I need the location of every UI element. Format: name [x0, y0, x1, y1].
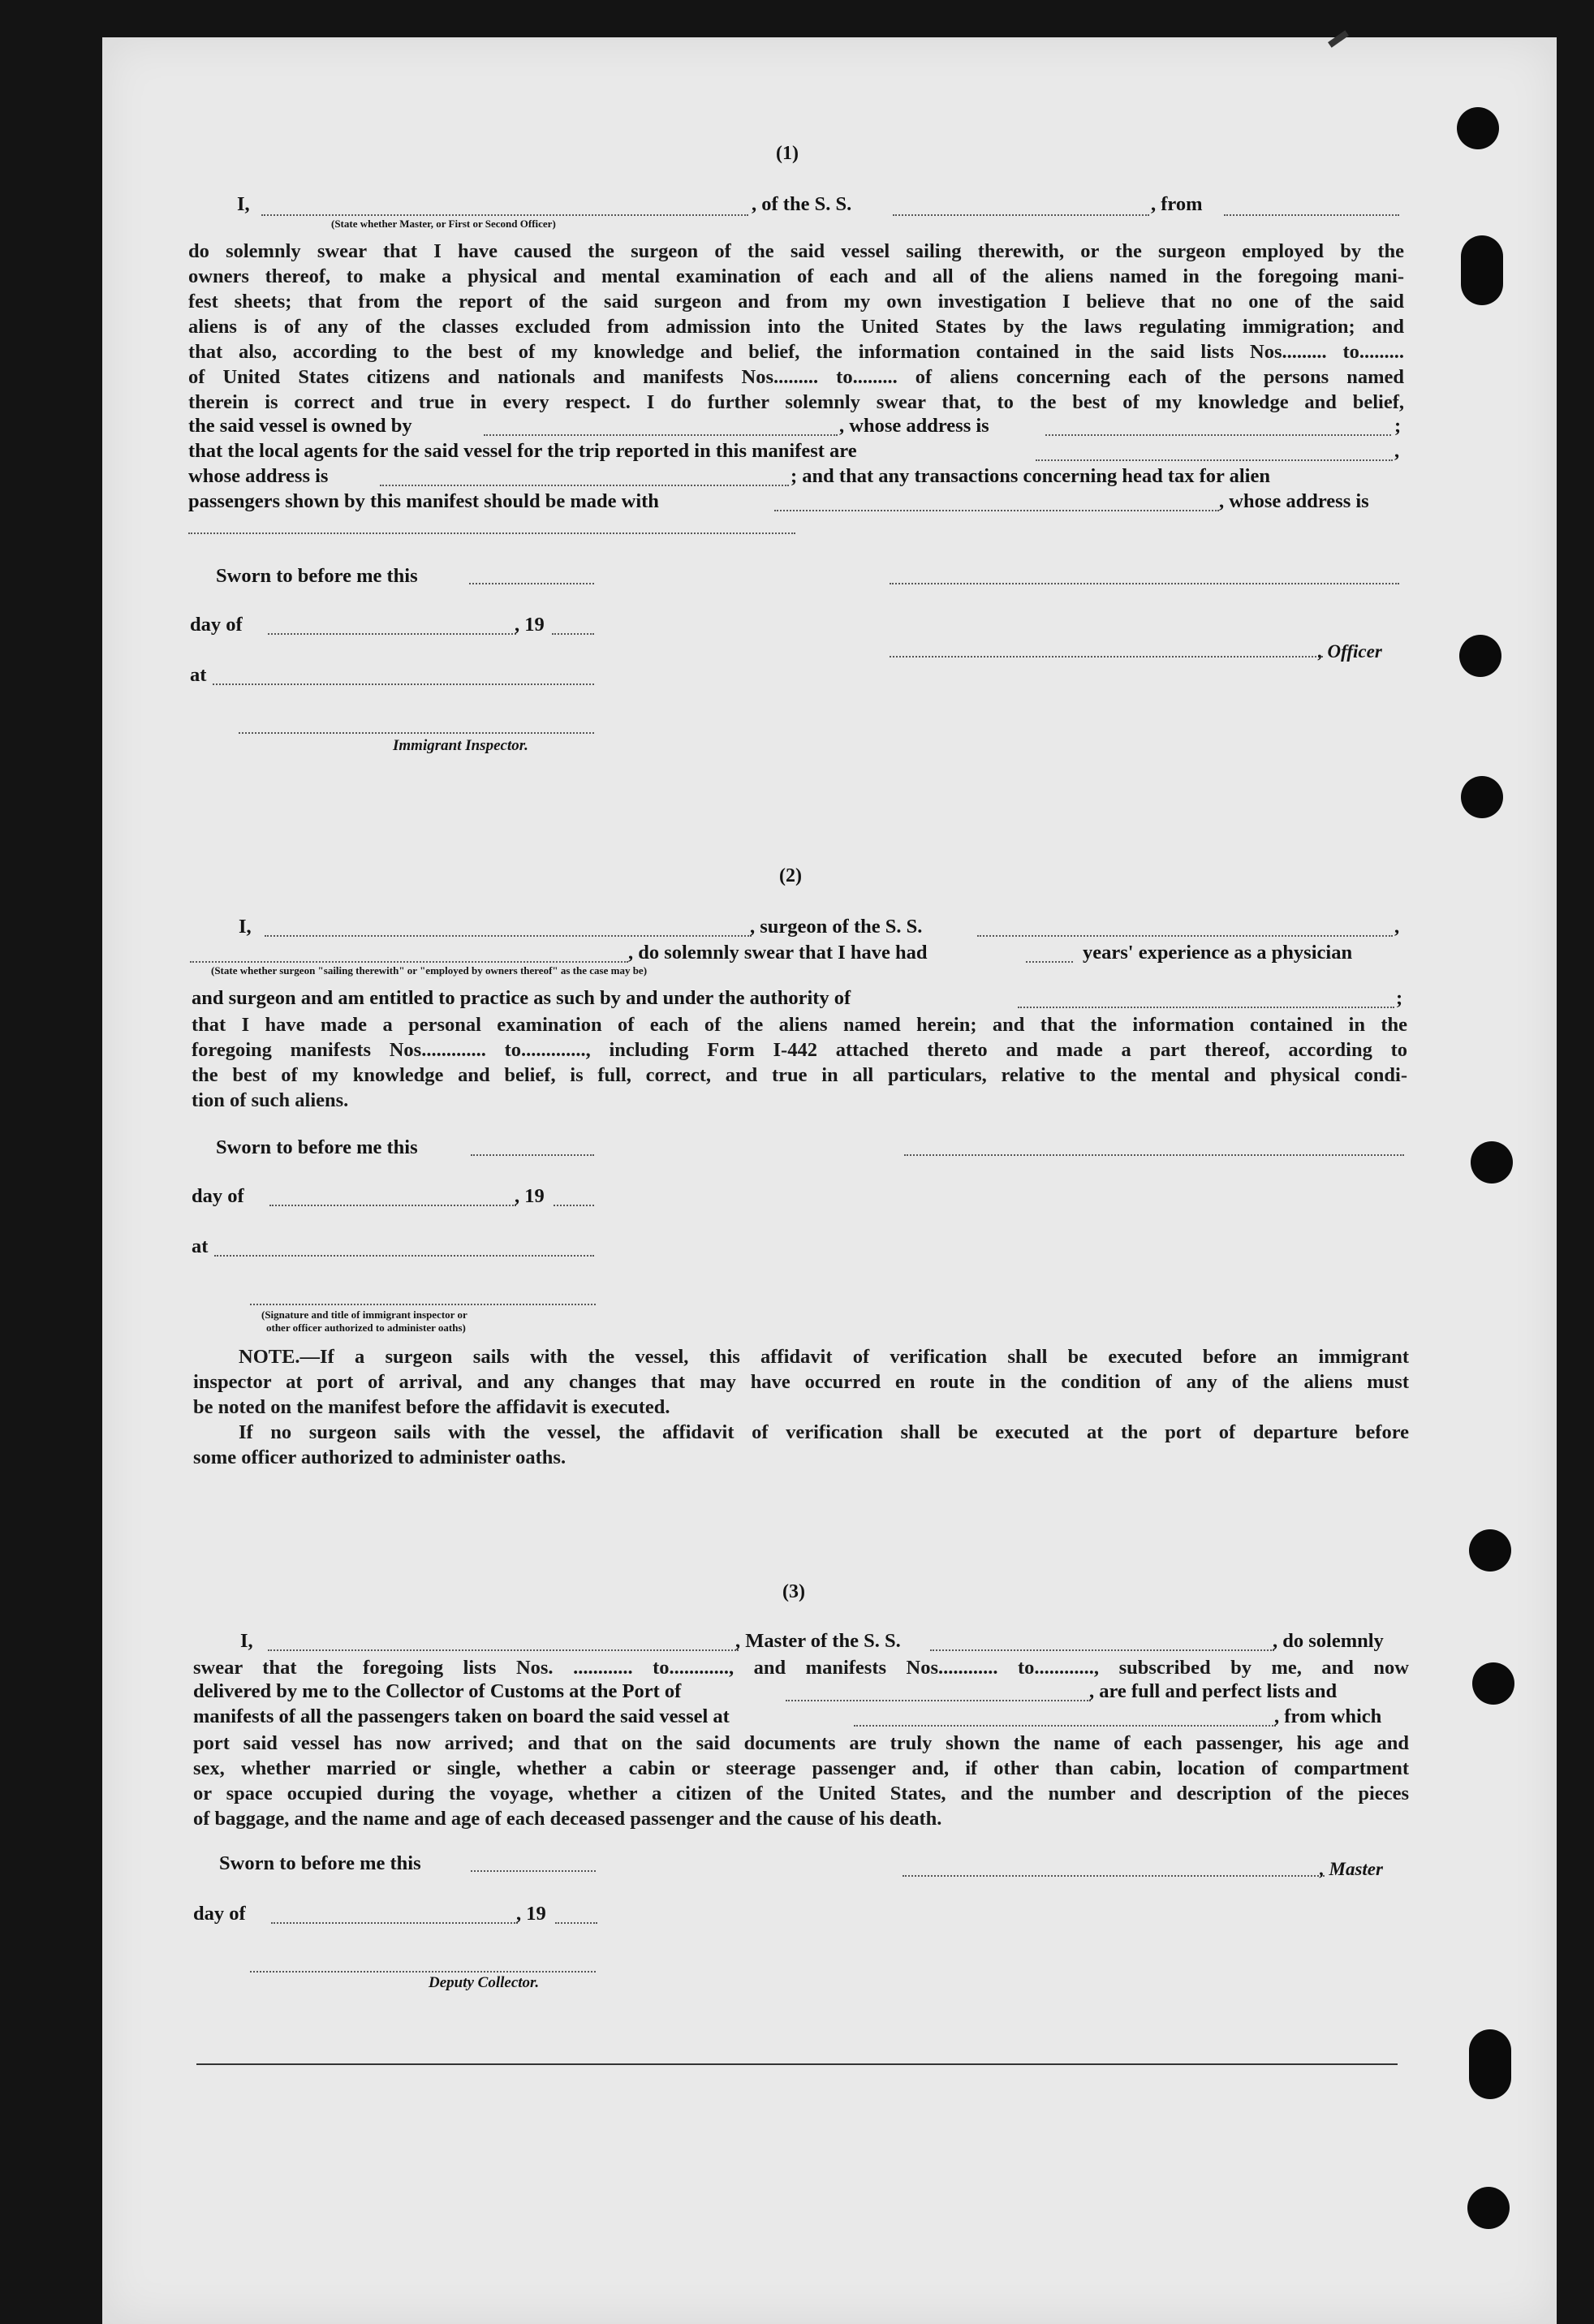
blank-sworn-date [469, 583, 594, 584]
s3-full-perfect: , are full and perfect lists and [1089, 1680, 1338, 1702]
note-line: inspector at port of arrival, and any changes that may have occurred en route in the condition of any of the aliens must [193, 1371, 1409, 1393]
sig-caption-1: (Signature and title of immigrant inspector or [261, 1309, 467, 1321]
caption-officer: (State whether Master, or First or Second Officer) [331, 218, 556, 230]
binder-hole [1461, 235, 1503, 305]
blank-authority [1018, 1007, 1394, 1008]
s2-swear: , do solemnly swear that I have had [628, 942, 928, 964]
bottom-rule [196, 2063, 1398, 2065]
s2-para-line: that I have made a personal examination of each of the aliens named herein; and that the information contained in the [192, 1014, 1407, 1036]
s1-para-line: of United States citizens and nationals and manifests Nos......... to......... of aliens concerning each of the persons named [188, 366, 1404, 388]
blank-s2-sworn-date [471, 1154, 594, 1156]
s2-year: , 19 [515, 1185, 545, 1207]
blank-owner-address [1045, 434, 1391, 436]
blank-surgeon-status [190, 961, 628, 963]
s1-para-line: that also, according to the best of my knowledge and belief, the information contained in the said lists Nos......... to......... [188, 341, 1404, 363]
binder-hole [1469, 2029, 1511, 2099]
s1-para-line: owners thereof, to make a physical and mental examination of each and all of the aliens named in the foregoing mani- [188, 265, 1404, 287]
blank-passengers-address [188, 532, 795, 534]
s2-inspector-signature-line [250, 1304, 596, 1305]
s2-para-line: foregoing manifests Nos............. to............., including Form I-442 attached thereto and made a part thereof, according to [192, 1039, 1407, 1061]
s2-paragraph [192, 1012, 1407, 1113]
s1-owned-by: the said vessel is owned by [188, 415, 412, 437]
blank-s2-vessel [977, 935, 1393, 937]
s1-of-ss: , of the S. S. [752, 193, 852, 215]
blank-head-tax-party [774, 510, 1219, 511]
blank-surgeon-name [265, 935, 752, 937]
s3-i-label: I, [240, 1630, 253, 1652]
s2-surgeon-of: , surgeon of the S. S. [750, 916, 923, 938]
s3-delivered: delivered by me to the Collector of Customs at the Port of [193, 1680, 682, 1702]
blank-officer-name [261, 214, 748, 216]
s3-sworn: Sworn to before me this [219, 1852, 421, 1874]
master-signature-line [903, 1875, 1325, 1877]
s3-day-of: day of [193, 1903, 246, 1925]
note-line: some officer authorized to administer oaths. [193, 1447, 567, 1468]
s2-day-of: day of [192, 1185, 244, 1207]
s3-para-line: or space occupied during the voyage, whether a citizen of the United States, and the number and description of the pieces [193, 1783, 1409, 1804]
blank-agents [1036, 459, 1393, 461]
s1-agents: that the local agents for the said vessel for the trip reported in this manifest are [188, 440, 857, 462]
caption-surgeon: (State whether surgeon "sailing therewith" or "employed by owners thereof" as the case may be) [211, 964, 648, 977]
s3-master: , Master [1320, 1859, 1383, 1879]
s1-from: , from [1151, 193, 1203, 215]
s3-from-which: , from which [1274, 1705, 1382, 1727]
binder-hole [1461, 776, 1503, 818]
blank-embark-port [854, 1725, 1276, 1727]
s2-comma: , [1394, 916, 1400, 938]
s2-years: years' experience as a physician [1083, 942, 1353, 964]
blank-s2-year [554, 1205, 594, 1206]
s1-semicolon: ; [1394, 415, 1402, 437]
blank-s3-year [555, 1922, 597, 1924]
s1-year: , 19 [515, 614, 545, 636]
s3-deputy: Deputy Collector. [429, 1974, 540, 1991]
s1-para-line: therein is correct and true in every respect. I do further solemnly swear that, to the best of my knowledge and belief, [188, 391, 1404, 413]
blank-vessel-name [893, 214, 1149, 216]
section-2-number: (2) [779, 865, 802, 886]
s3-para-line: sex, whether married or single, whether a cabin or steerage passenger and, if other than cabin, location of compartment [193, 1757, 1409, 1779]
s1-i-label: I, [237, 193, 250, 215]
sig-caption-2: other officer authorized to administer oaths) [266, 1322, 466, 1334]
s1-paragraph [188, 239, 1404, 415]
s1-passengers: passengers shown by this manifest should be made with [188, 490, 659, 512]
blank-year [552, 633, 594, 635]
s3-solemnly: , do solemnly [1273, 1630, 1384, 1652]
s1-comma: , [1394, 440, 1400, 462]
s2-para-line: tion of such aliens. [192, 1089, 349, 1111]
s2-at: at [192, 1235, 209, 1257]
s2-authority: and surgeon and am entitled to practice as such by and under the authority of [192, 987, 851, 1009]
officer-signature-line [890, 583, 1399, 584]
binder-hole [1459, 635, 1501, 677]
s3-lines [193, 1655, 1409, 1680]
s1-at: at [190, 664, 207, 686]
s3-para-line: port said vessel has now arrived; and that on the said documents are truly shown the name of each passenger, his age and [193, 1732, 1409, 1754]
s1-para-line: do solemnly swear that I have caused the surgeon of the said vessel sailing therewith, or the surgeon employed by the [188, 240, 1404, 262]
note-line: be noted on the manifest before the affidavit is executed. [193, 1396, 670, 1418]
s2-semicolon: ; [1396, 987, 1403, 1009]
s2-para-line: the best of my knowledge and belief, is full, correct, and true in all particulars, relative to the mental and physical condi- [192, 1064, 1407, 1086]
blank-owner [484, 434, 838, 436]
s1-passengers-addr: , whose address is [1219, 490, 1369, 512]
blank-years [1026, 961, 1073, 963]
blank-s2-at [214, 1255, 594, 1257]
s2-i-label: I, [239, 916, 252, 938]
binder-hole [1457, 107, 1499, 149]
s1-head-tax: ; and that any transactions concerning head tax for alien [791, 465, 1270, 487]
blank-from-port [1224, 214, 1399, 216]
s1-para-line: aliens is of any of the classes excluded from admission into the United States by the laws regulating immigration; and [188, 316, 1404, 338]
s1-sworn: Sworn to before me this [216, 565, 418, 587]
s1-inspector: Immigrant Inspector. [393, 737, 528, 754]
section-1-number: (1) [776, 143, 799, 164]
blank-master-name [268, 1649, 739, 1651]
blank-s2-day [269, 1205, 516, 1206]
blank-day-month [268, 633, 516, 635]
deputy-signature-line [250, 1971, 596, 1973]
s3-master-of: , Master of the S. S. [735, 1630, 901, 1652]
s3-paragraph [193, 1731, 1409, 1831]
blank-port [786, 1700, 1091, 1701]
s3-para-line: of baggage, and the name and age of each deceased passenger and the cause of his death. [193, 1808, 942, 1830]
s1-owned-addr: , whose address is [839, 415, 989, 437]
inspector-signature-line [239, 732, 594, 734]
s1-day-of: day of [190, 614, 243, 636]
s2-note [193, 1344, 1409, 1470]
surgeon-signature-line [904, 1154, 1404, 1156]
blank-s3-sworn-date [471, 1870, 596, 1872]
blank-s3-vessel [930, 1649, 1274, 1651]
blank-s3-day [271, 1922, 518, 1924]
binder-hole [1469, 1529, 1511, 1572]
blank-agents-address [380, 485, 789, 486]
s2-sworn: Sworn to before me this [216, 1136, 418, 1158]
note-line: NOTE.—If a surgeon sails with the vessel, this affidavit of verification shall be executed before an immigrant [239, 1346, 1409, 1368]
note-line: If no surgeon sails with the vessel, the affidavit of verification shall be executed at the port of departure before [239, 1421, 1409, 1443]
s3-swear-line: swear that the foregoing lists Nos. ............ to............, and manifests Nos............ to............, subscribed by me, and now [193, 1657, 1409, 1679]
binder-hole [1472, 1662, 1514, 1705]
s1-whose-address: whose address is [188, 465, 329, 487]
s1-para-line: fest sheets; that from the report of the said surgeon and from my own investigation I believe that no one of the said [188, 291, 1404, 313]
blank-at-place [213, 683, 594, 685]
officer-title-line [890, 656, 1323, 658]
binder-hole [1467, 2187, 1510, 2229]
s3-manifests: manifests of all the passengers taken on board the said vessel at [193, 1705, 730, 1727]
section-3-number: (3) [782, 1581, 805, 1602]
binder-hole [1471, 1141, 1513, 1184]
s1-officer: , Officer [1318, 641, 1382, 662]
s3-year: , 19 [516, 1903, 546, 1925]
